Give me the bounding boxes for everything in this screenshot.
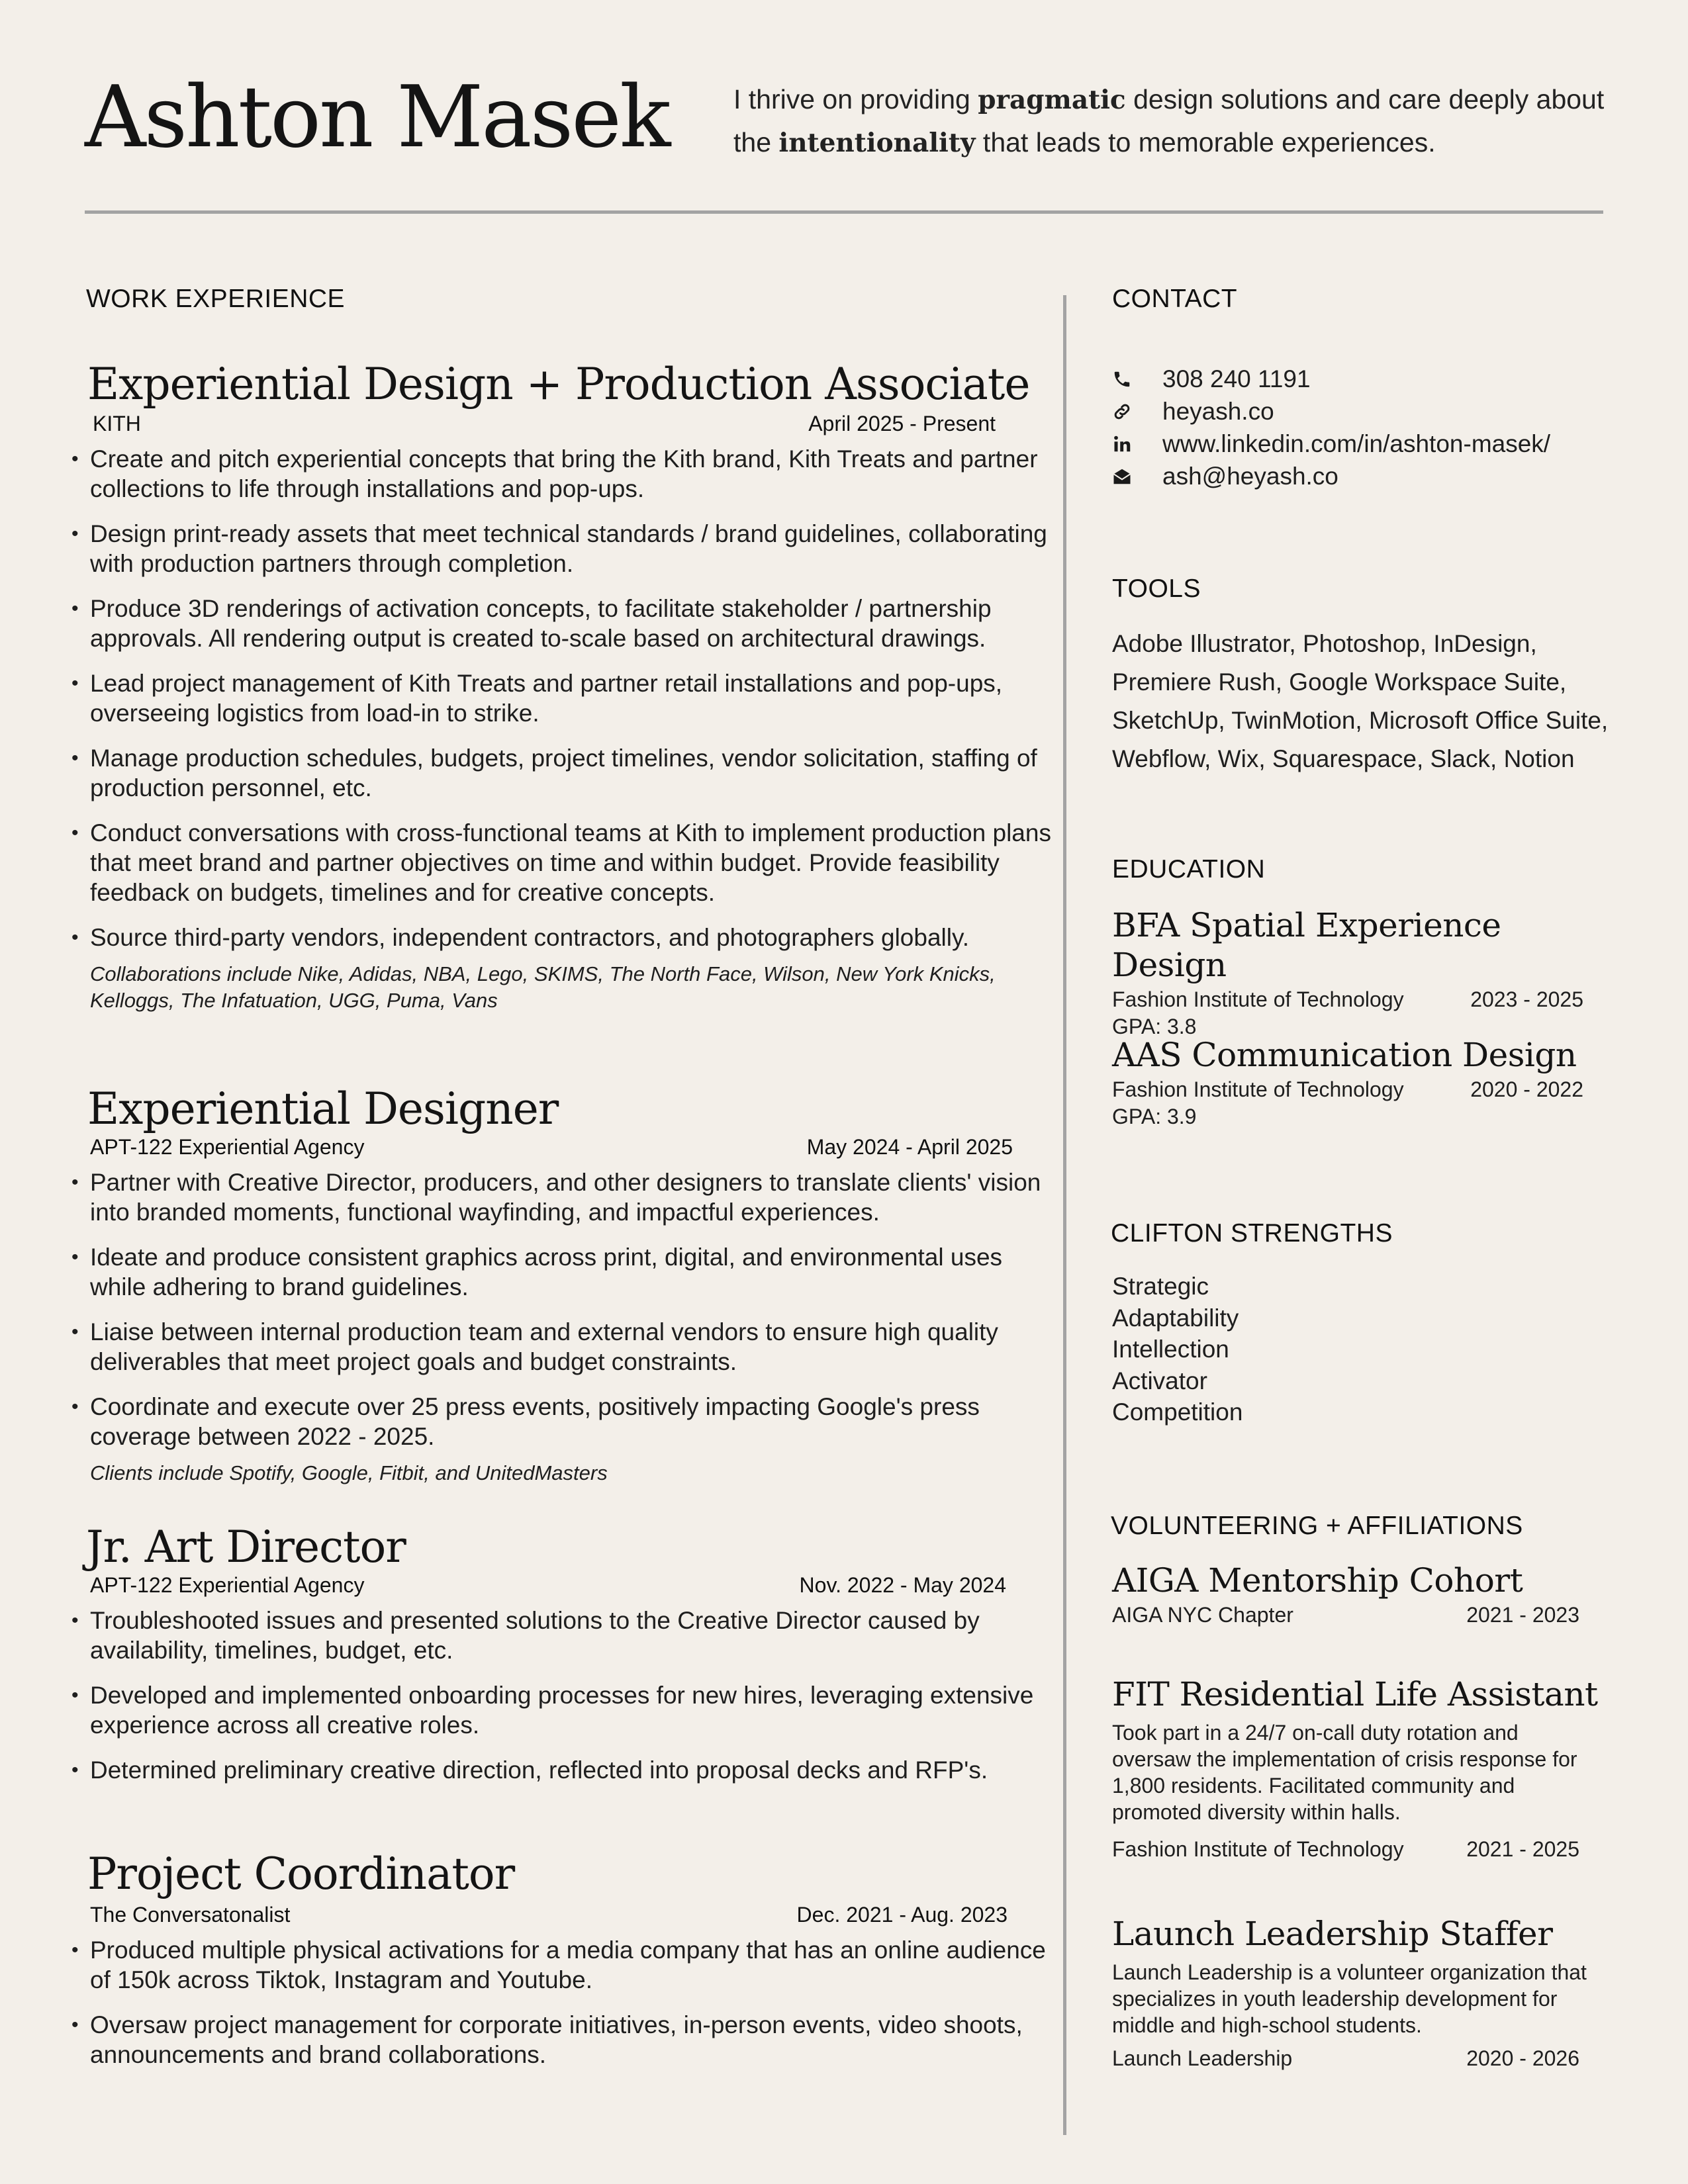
affiliation-title: Launch Leadership Staffer (1112, 1915, 1553, 1953)
resume-name: Ashton Masek (85, 68, 669, 167)
tools-heading: TOOLS (1112, 574, 1201, 603)
tools-line: Webflow, Wix, Squarespace, Slack, Notion (1112, 745, 1575, 772)
contact-heading: CONTACT (1112, 285, 1238, 313)
strength-item: Activator (1112, 1367, 1207, 1394)
bullet-text: Produced multiple physical activations for a media company that has an online audience of 150k across Tiktok, Instagram and Youtube. (90, 1936, 1046, 1993)
strength-item: Adaptability (1112, 1304, 1239, 1332)
work-experience-heading: WORK EXPERIENCE (86, 285, 346, 313)
gpa: GPA: 3.8 (1112, 1015, 1197, 1038)
clifton-strengths-heading: CLIFTON STRENGTHS (1111, 1219, 1393, 1248)
bullet-item: • Source third-party vendors, independent contractors, and photographers globally. (71, 923, 970, 951)
job-bullets (66, 1167, 1053, 1451)
bullet-item: • Produce 3D renderings of activation concepts, to facilitate stakeholder / partnership approvals. All rendering output is created to-scale based on architectural drawings. (71, 594, 992, 652)
bullet-text: Conduct conversations with cross-functional teams at Kith to implement production plans that meet brand and partner objectives on time and within budget. Provide feasibility feedback on budgets, timelines and for creative concepts. (90, 819, 1051, 906)
contact-value: 308 240 1191 (1162, 365, 1311, 392)
affiliation-org: Launch Leadership (1112, 2046, 1293, 2070)
education-heading: EDUCATION (1112, 855, 1266, 884)
job-bullets (66, 444, 1053, 952)
job-clients-note: Clients include Spotify, Google, Fitbit, and UnitedMasters (90, 1461, 608, 1484)
bullet-text: Partner with Creative Director, producers, and other designers to translate clients' vision into branded moments, functional wayfinding, and impactful experiences. (90, 1168, 1041, 1226)
bullet-item: • Liaise between internal production team and external vendors to ensure high quality deliverables that meet project goals and budget constraints. (71, 1318, 998, 1375)
affiliation-meta (1112, 1603, 1579, 1627)
bullet-text: Liaise between internal production team and external vendors to ensure high quality deliverables that meet project goals and budget constraints. (90, 1318, 998, 1375)
strength-item: Strategic (1112, 1273, 1209, 1300)
link-icon (1112, 402, 1162, 422)
affiliation-description: Launch Leadership is a volunteer organization that specializes in youth leadership development for middle and high-school students. (1112, 1960, 1587, 2037)
education-meta (1112, 1077, 1583, 1102)
contact-item-phone[interactable] (1112, 363, 1550, 395)
contact-item-email[interactable] (1112, 460, 1550, 492)
job-entry (66, 1085, 1053, 1486)
mail-icon (1112, 467, 1162, 486)
bullet-text: Developed and implemented onboarding processes for new hires, leveraging extensive experience across all creative roles. (90, 1681, 1034, 1739)
tools-line: Adobe Illustrator, Photoshop, InDesign, (1112, 630, 1537, 657)
volunteering-heading: VOLUNTEERING + AFFILIATIONS (1111, 1512, 1523, 1540)
job-meta (90, 412, 1023, 436)
phone-icon (1112, 369, 1162, 389)
bullet-text: Produce 3D renderings of activation concepts, to facilitate stakeholder / partnership approvals. All rendering output is created to-scale based on architectural drawings. (90, 594, 992, 652)
bullet-item: • Manage production schedules, budgets, project timelines, vendor solicitation, staffing of production personnel, etc. (71, 744, 1037, 801)
bullet-item: • Ideate and produce consistent graphics across print, digital, and environmental uses while adhering to brand guidelines. (71, 1243, 1003, 1300)
tagline-text: that leads to memorable experiences. (975, 127, 1436, 158)
job-dates: May 2024 - April 2025 (806, 1134, 1013, 1159)
contact-item-website[interactable] (1112, 395, 1550, 428)
bullet-item: • Developed and implemented onboarding processes for new hires, leveraging extensive experience across all creative roles. (71, 1681, 1034, 1739)
job-title: Experiential Designer (87, 1083, 559, 1134)
linkedin-icon (1112, 434, 1162, 454)
bullet-item: • Partner with Creative Director, producers, and other designers to translate clients' vision into branded moments, functional wayfinding, and impactful experiences. (71, 1168, 1041, 1226)
bullet-text: Oversaw project management for corporate initiatives, in-person events, video shoots, announcements and brand collaborations. (90, 2011, 1023, 2068)
education-dates: 2020 - 2022 (1470, 1077, 1583, 1101)
job-entry (66, 1524, 1053, 1800)
gpa: GPA: 3.9 (1112, 1105, 1197, 1128)
job-company: APT-122 Experiential Agency (90, 1134, 365, 1159)
job-title: Jr. Art Director (86, 1522, 406, 1572)
bullet-text: Manage production schedules, budgets, project timelines, vendor solicitation, staffing of production personnel, etc. (90, 744, 1037, 801)
job-dates: Nov. 2022 - May 2024 (799, 1572, 1006, 1597)
affiliation-org: Fashion Institute of Technology (1112, 1837, 1404, 1861)
job-bullets (66, 1935, 1053, 2070)
tagline-text: I thrive on providing (733, 84, 978, 114)
job-company: KITH (93, 411, 141, 435)
affiliation-entry (1112, 1561, 1602, 1627)
bullet-item: • Determined preliminary creative direction, reflected into proposal decks and RFP's. (71, 1756, 988, 1784)
contact-value: ash@heyash.co (1162, 462, 1338, 490)
bullet-text: Coordinate and execute over 25 press events, positively impacting Google's press coverage between 2022 - 2025. (90, 1392, 980, 1450)
education-dates: 2023 - 2025 (1470, 987, 1583, 1011)
degree-title: AAS Communication Design (1112, 1036, 1577, 1074)
tagline-text: design solutions and care deeply about the (733, 84, 1605, 158)
contact-list (1112, 363, 1550, 492)
job-dates: April 2025 - Present (808, 411, 996, 435)
affiliation-dates: 2021 - 2025 (1466, 1837, 1579, 1861)
column-divider (1063, 295, 1066, 2135)
job-company: APT-122 Experiential Agency (90, 1572, 365, 1597)
job-meta (90, 1573, 1023, 1598)
tagline (733, 78, 1634, 164)
bullet-item: • Coordinate and execute over 25 press events, positively impacting Google's press coverage between 2022 - 2025. (71, 1392, 980, 1450)
header-divider (85, 210, 1603, 214)
education-entry (1112, 1035, 1602, 1129)
bullet-item: • Troubleshooted issues and presented solutions to the Creative Director caused by availability, timelines, budget, etc. (71, 1606, 980, 1664)
contact-value: heyash.co (1162, 397, 1274, 425)
job-company: The Conversatonalist (90, 1902, 291, 1927)
bullet-text: Source third-party vendors, independent contractors, and photographers globally. (90, 923, 970, 951)
degree-title: BFA Spatial Experience Design (1112, 906, 1501, 984)
job-meta (90, 1903, 1023, 1927)
bullet-item: • Create and pitch experiential concepts that bring the Kith brand, Kith Treats and partner collections to life through installations and pop-ups. (71, 445, 1038, 502)
school-name: Fashion Institute of Technology (1112, 1077, 1404, 1101)
affiliation-description: Took part in a 24/7 on-call duty rotation and oversaw the implementation of crisis response for 1,800 residents. Facilitated community and promoted diversity within halls. (1112, 1721, 1577, 1824)
affiliation-dates: 2021 - 2023 (1466, 1603, 1579, 1627)
job-title: Experiential Design + Production Associate (87, 359, 1030, 410)
affiliation-title: AIGA Mentorship Cohort (1112, 1561, 1523, 1600)
bullet-text: Troubleshooted issues and presented solutions to the Creative Director caused by availability, timelines, budget, etc. (90, 1606, 980, 1664)
bullet-item: • Lead project management of Kith Treats and partner retail installations and pop-ups, overseeing logistics from load-in to strike. (71, 669, 1003, 727)
contact-value: www.linkedin.com/in/ashton-masek/ (1162, 430, 1551, 457)
affiliation-org: AIGA NYC Chapter (1112, 1603, 1293, 1627)
bullet-text: Create and pitch experiential concepts that bring the Kith brand, Kith Treats and partner collections to life through installations and pop-ups. (90, 445, 1038, 502)
job-title: Project Coordinator (87, 1848, 515, 1899)
tagline-emphasis-intentionality: intentionality (778, 128, 976, 158)
strengths-list (1112, 1271, 1243, 1428)
education-meta (1112, 987, 1583, 1012)
job-collaborations-note: Collaborations include Nike, Adidas, NBA, Lego, SKIMS, The North Face, Wilson, New York Knicks, Kelloggs, The Infatuation, UGG, Puma, Vans (90, 962, 996, 1012)
bullet-item: • Oversaw project management for corporate initiatives, in-person events, video shoots, announcements and brand collaborations. (71, 2011, 1023, 2068)
affiliation-dates: 2020 - 2026 (1466, 2046, 1579, 2070)
strength-item: Competition (1112, 1398, 1243, 1426)
affiliation-entry (1112, 1674, 1602, 1862)
job-dates: Dec. 2021 - Aug. 2023 (796, 1902, 1008, 1927)
affiliation-entry (1112, 1914, 1602, 2071)
job-bullets (66, 1606, 1053, 1785)
affiliation-meta (1112, 1837, 1579, 1862)
bullet-item: • Conduct conversations with cross-functional teams at Kith to implement production plans that meet brand and partner objectives on time and within budget. Provide feasibility feedback on budgets, timelines and for creative concepts. (71, 819, 1051, 906)
tools-line: Premiere Rush, Google Workspace Suite, (1112, 668, 1567, 696)
job-entry (66, 361, 1053, 1014)
bullet-text: Lead project management of Kith Treats and partner retail installations and pop-ups, overseeing logistics from load-in to strike. (90, 669, 1003, 727)
bullet-item: • Design print-ready assets that meet technical standards / brand guidelines, collaborating with production partners through completion. (71, 520, 1047, 577)
tools-list (1112, 625, 1608, 778)
contact-item-linkedin[interactable] (1112, 428, 1550, 460)
education-entry (1112, 905, 1602, 1039)
bullet-item: • Produced multiple physical activations for a media company that has an online audience of 150k across Tiktok, Instagram and Youtube. (71, 1936, 1046, 1993)
bullet-text: Determined preliminary creative direction, reflected into proposal decks and RFP's. (90, 1756, 988, 1784)
affiliation-meta (1112, 2046, 1579, 2071)
job-entry (66, 1850, 1053, 2085)
bullet-text: Ideate and produce consistent graphics across print, digital, and environmental uses while adhering to brand guidelines. (90, 1243, 1003, 1300)
strength-item: Intellection (1112, 1336, 1229, 1363)
school-name: Fashion Institute of Technology (1112, 987, 1404, 1011)
job-meta (90, 1135, 1023, 1160)
affiliation-title: FIT Residential Life Assistant (1112, 1675, 1598, 1713)
tools-line: SketchUp, TwinMotion, Microsoft Office Suite, (1112, 707, 1609, 734)
tagline-emphasis-pragmatic: pragmatic (978, 85, 1126, 115)
bullet-text: Design print-ready assets that meet technical standards / brand guidelines, collaborating with production partners through completion. (90, 520, 1047, 577)
